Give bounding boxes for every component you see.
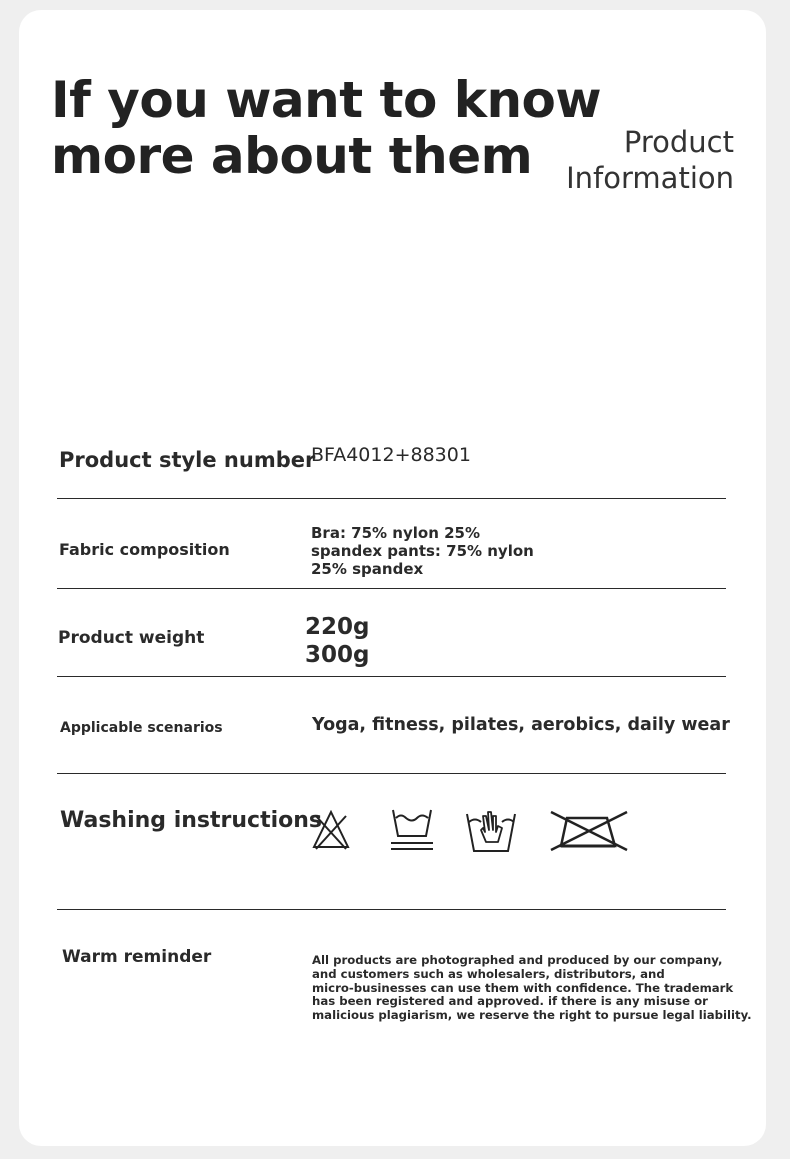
row-divider — [57, 773, 726, 774]
product-weight-label: Product weight — [58, 628, 205, 648]
warm-reminder-label: Warm reminder — [62, 947, 212, 967]
style-number-label: Product style number — [59, 448, 316, 472]
row-divider — [57, 676, 726, 677]
fabric-line: 25% spandex — [311, 560, 424, 578]
reminder-line: and customers such as wholesalers, distributors, and — [312, 966, 665, 981]
headline-line-2: more about them — [51, 127, 533, 185]
style-number-value: BFA4012+88301 — [311, 444, 471, 466]
row-divider — [57, 588, 726, 589]
do-not-bleach-icon — [312, 810, 350, 850]
wash-basin-icon — [389, 806, 435, 852]
subtitle-line-1: Product — [623, 125, 734, 159]
row-divider — [57, 498, 726, 499]
fabric-composition-value — [311, 524, 534, 578]
product-weight-value — [305, 613, 369, 669]
row-divider — [57, 909, 726, 910]
fabric-composition-label: Fabric composition — [59, 540, 230, 559]
headline-line-1: If you want to know — [51, 71, 602, 129]
page-subtitle — [566, 124, 734, 196]
reminder-line: has been registered and approved. if there is any misuse or — [312, 994, 708, 1009]
fabric-line: Bra: 75% nylon 25% — [311, 524, 481, 542]
washing-instructions-label: Washing instructions — [60, 808, 322, 833]
reminder-line: micro-businesses can use them with confidence. The trademark — [312, 980, 734, 995]
weight-line: 220g — [305, 614, 370, 640]
weight-line: 300g — [305, 642, 370, 668]
reminder-line: malicious plagiarism, we reserve the right to pursue legal liability. — [312, 1008, 752, 1023]
hand-wash-icon — [464, 806, 518, 854]
page-headline — [51, 72, 601, 184]
fabric-line: spandex pants: 75% nylon — [311, 542, 534, 560]
warm-reminder-text — [312, 954, 752, 1023]
do-not-iron-icon — [549, 808, 629, 852]
reminder-line: All products are photographed and produced by our company, — [312, 953, 723, 967]
applicable-scenarios-label: Applicable scenarios — [60, 720, 223, 736]
subtitle-line-2: Information — [566, 161, 734, 195]
applicable-scenarios-value: Yoga, fitness, pilates, aerobics, daily wear — [312, 715, 730, 735]
